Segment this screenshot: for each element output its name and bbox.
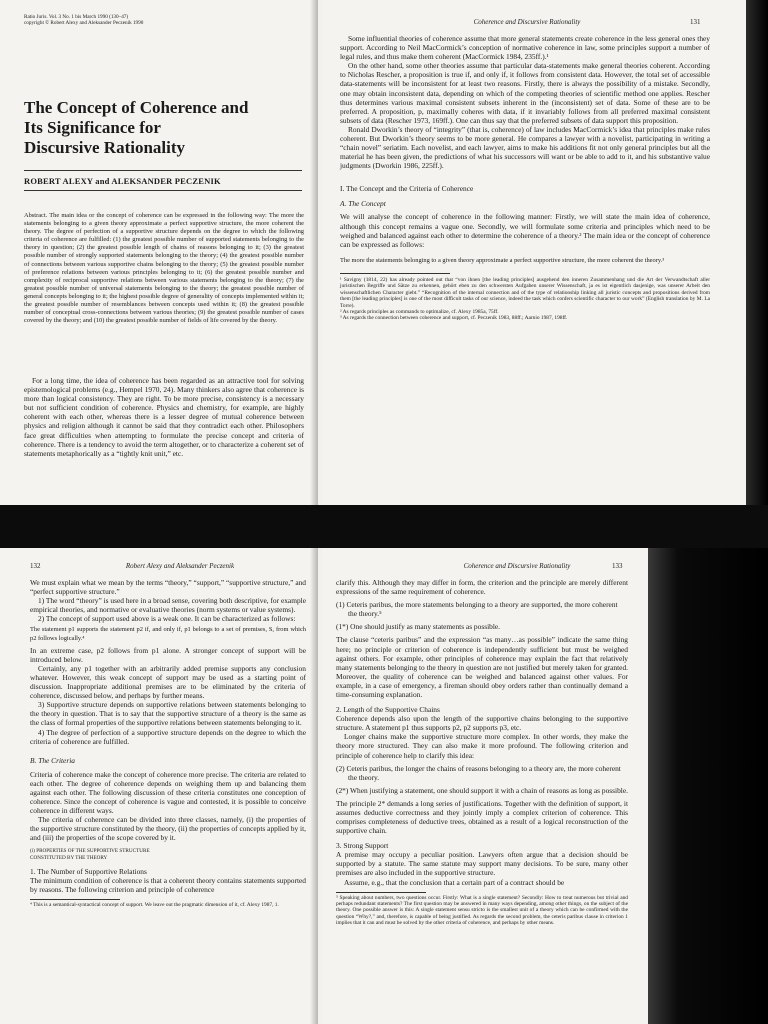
paragraph: 2) The concept of support used above is a weak one. It can be characterized as follows: — [38, 614, 296, 624]
numbered-heading: 3. Strong Support — [336, 841, 389, 851]
paragraph: 4) The degree of perfection of a supportive structure depends on the degree to which the criteria of coherence are fulfilled. — [30, 727, 306, 746]
journal-citation: Ratio Juris. Vol. 3 No. 1 bis March 1990 (130–47) copyright © Robert Alexy and Aleksander Peczenik 1990 — [24, 14, 144, 27]
subsection-heading: A. The Concept — [340, 199, 386, 209]
footnote: ³ As regards the connection between coherence and support, cf. Peczenik 1983, 88ff.; Aarnio 1987, 198ff. — [340, 315, 568, 322]
page-131 — [322, 0, 768, 505]
page-edge-shadow — [746, 0, 768, 505]
paragraph: We must explain what we mean by the terms “theory,” “support,” “supportive structure,” and “perfect supportive structure.” — [30, 578, 306, 597]
paragraph: Longer chains make the supportive structure more complex. In other words, they make the theory more structured. They can also make it more profound. The following criterion and principle of coherence help to clarify this idea: — [336, 732, 628, 760]
footnote: ² As regards principles as commands to optimalize, cf. Alexy 1985a, 75ff. — [340, 308, 499, 315]
paragraph: 3) Supportive structure depends on supportive relations between statements belonging to the theory in question. That is to say that the supportive structure of a theory is the same as the class of formal properties of the supportive relations between statements belonging to it. — [30, 700, 306, 728]
paragraph: A premise may occupy a peculiar position. Lawyers often argue that a decision should be supported by a statute. The same statute may support many decisions. To be sure, many other premises are also included in the supportive structure. — [336, 850, 628, 878]
gutter-shadow — [310, 548, 318, 1024]
principle-2: (2*) When justifying a statement, one should support it with a chain of reasons as long as possible. — [336, 785, 628, 795]
section-heading: I. The Concept and the Criteria of Coherence — [340, 184, 474, 194]
criterion-1: (1) Ceteris paribus, the more statements belonging to a theory are supported, the more coherent the theory.⁵ — [336, 600, 618, 619]
paragraph: Certainly, any p1 together with an arbitrarily added premise supports any conclusion whatever. However, this weak concept of support may be used as a starting point of discussion. Inappropriate additional premises are to be eliminated by the criteria of coherence, discussed below, and perhaps by further means. — [30, 663, 306, 701]
title-rule — [24, 170, 302, 171]
paragraph: We will analyse the concept of coherence in the following manner: Firstly, we will state the main idea of coherence, although this concept remains a vague one. Secondly, we will formulate some criteria and principles which need to be weighed and balanced against each other to determine the coherence of a theory.² The main idea or the concept of coherence can be expressed as follows: — [340, 212, 710, 249]
page-number: 133 — [612, 562, 623, 570]
paragraph: In an extreme case, p2 follows from p1 alone. A stronger concept of support will be introduced below. — [30, 645, 306, 664]
numbered-heading: 2. Length of the Supportive Chains — [336, 705, 440, 715]
paragraph: On the other hand, some other theories assume that particular data-statements make general theories coherent. According to Nicholas Rescher, a proposition is true if, and only if, it follows from consistent data. However, the total set of accessible data-statements will be inconsistent for at least two reasons. Firstly, there is always the possibility of a mistake. Secondly, one may obtain inconsistent data, depending on which of the competing theories of scientific method one applies. Rescher thus determines various maximal consistent subsets inherent in the (inconsistent) set of data. Some of these are to be preferred. A proposition, p, maximally coheres with data, if it invariably follows from all preferred maximal consistent subsets of data (Rescher 1973, 169ff.). One can thus say that the preferred subsets of data support this proposition. — [340, 61, 710, 125]
principle-1: (1*) One should justify as many statements as possible. — [336, 622, 501, 632]
paragraph: Coherence depends also upon the length of the supportive chains belonging to the supportive structure. A statement p1 thus supports p2, p2 supports p3, etc. — [336, 714, 628, 733]
paragraph: 1) The word “theory” is used here in a broad sense, covering both descriptive, for example empirical theories, and normative or evaluative theories (norm systems or value systems). — [30, 596, 306, 615]
coherence-definition: The more the statements belonging to a given theory approximate a perfect supportive structure, the more coherent the theory.³ — [340, 256, 665, 264]
page-133 — [322, 548, 768, 1024]
page-130 — [0, 0, 318, 505]
paragraph: clarify this. Although they may differ in form, the criterion and the principle are merely different expressions of the same requirement of coherence. — [336, 578, 628, 597]
paragraph: Ronald Dworkin’s theory of “integrity” (that is, coherence) of law includes MacCormick’s idea that principles make rules coherent. But Dworkin’s theory seems to be more general. He compares a lawyer with a novelist, participating in writing a “chain novel” seriatim. Each novelist, and each lawyer, aims to make his additions fit not only general principles but all the material he has been given, the predictions of what his successors will want or be able to add to it, and his substantive value judgments (Dworkin 1986, 225ff.). — [340, 124, 710, 171]
footnote: ¹ Savigny (1814, 22) has already pointed out that “von ihnen [the leading principles] ausgehend den inneren Zusammenhang und die Art der Verwandtschaft aller juristischen Begriffe und Sätze zu erkennen, gehört eben zu den schwersten Aufgaben unserer Wissenschaft, ja es ist eigentlich dasjenige, was unserer Arbeit den wissenschaftlichen Character giebt.” “Recognition of the internal connection and of the type of relationship linking all juristic concepts and propositions derived from them [the leading principles] is one of the most difficult tasks of our science, indeed the task which confers scientific character to our work” (English translation by M. La Torre). — [340, 276, 710, 309]
footnote: ⁵ Speaking about numbers, two questions occur. Firstly: What is a single statement? Secondly: How to treat numerous but trivial and perhaps redundant statements? The first question may be answered in many ways depending, among other things, on the subject of the theory. One possible answer is this: A single statement sensu stricto is the smallest unit of a theory which can be confirmed with the question “Why?,” and, therefore, is capable of being justified. As regards the second problem, the ceteris paribus clause in criterion 1 implies that it can and must be solved by the other criteria of coherence, and perhaps by other means. — [336, 894, 628, 927]
running-header: Coherence and Discursive Rationality — [473, 18, 581, 26]
page-number: 131 — [690, 18, 701, 26]
main-text — [340, 34, 710, 322]
page-edge-shadow — [648, 548, 768, 1024]
paragraph: The principle 2* demands a long series of justifications. Together with the definition of support, it assumes deductive correctness and they jointly imply a complex criterion of coherence. This comprises completeness of deductive trees, obtained as a result of a logical reconstruction of the supportive chain. — [336, 798, 628, 836]
article-authors: ROBERT ALEXY and ALEKSANDER PECZENIK — [24, 176, 221, 186]
page-number: 132 — [30, 562, 41, 570]
caps-heading: (i) PROPERTIES OF THE SUPPORTIVE STRUCTURE CONSTITUTED BY THE THEORY — [30, 848, 150, 861]
support-definition: The statement p1 supports the statement p2 if, and only if, p1 belongs to a set of premises, S, from which p2 follows logically.⁴ — [30, 626, 306, 642]
main-text — [336, 578, 628, 927]
paragraph: Some influential theories of coherence assume that more general statements create coherence in the less general ones they support. According to Neil MacCormick’s conception of normative coherence in law, some principles support a number of legal rules, and thus make them coherent (MacCormick 1984, 235ff.).¹ — [340, 34, 710, 62]
paragraph: Assume, e.g., that the conclusion that a certain part of a contract should be — [344, 877, 565, 887]
paragraph: Criteria of coherence make the concept of coherence more precise. The criteria are related to each other. The degree of coherence depends on weighing them up and balancing them against each other. The following discussion of these criteria constitutes one conception of coherence. Since the concept of coherence is vague and contested, it is possible to conceive coherence in different ways. — [30, 769, 306, 816]
subsection-heading: B. The Criteria — [30, 755, 75, 765]
criterion-2: (2) Ceteris paribus, the longer the chains of reasons belonging to a theory are, the more coherent the theory. — [336, 763, 621, 782]
authors-rule — [24, 190, 302, 191]
abstract: Abstract. The main idea or the concept of coherence can be expressed in the following way: The more the statements belonging to a given theory approximate a perfect supportive structure, the more coherent the theory. The degree of perfection of a supportive structure depends on the degree to which the following criteria of coherence are fulfilled: (1) the greatest possible number of supported statements belonging to the theory in question; (2) the greatest possible length of chains of reasons belonging to it; (3) the greatest possible number of strongly supported statements belonging to the theory; (4) the greatest possible number of connections between various supportive chains belonging to the theory; (5) the greatest possible number of preference relations between various principles belonging to it; (6) the greatest possible number and complexity of reciprocal supportive relations between various statements belonging to the theory; (7) the greatest possible number of universal statements belonging to the theory; the greatest possible number of general concepts belonging to it; the highest possible degree of generality of concepts implemented within it; the greatest possible number of resemblances between concepts used within it; (8) the greatest possible number of conceptual cross-connections between various theories; (9) the greatest possible number of cases covered by the theory; and (10) the greatest possible number of fields of life covered by the theory. — [24, 212, 304, 325]
paragraph: The clause “ceteris paribus” and the expression “as many…as possible” indicate the same thing here; no principle or criterion of coherence is independently sufficient but must be weighed against others. For example, other principles of coherence may explain the fact that relatively many statements belonging to the theory in question are not justified but merely taken for granted. Moreover, the quality of coherence can be weighed and balanced against other values. For example, in a case of emergency, a fireman should obey orders rather than continually demand a time-consuming explanation. — [336, 635, 628, 700]
paragraph: The minimum condition of coherence is that a coherent theory contains statements supported by reasons. The following criterion and principle of coherence — [30, 875, 306, 894]
gutter-shadow — [310, 0, 318, 505]
footnote: ⁴ This is a semantical-syntactical concept of support. We leave out the pragmatic dimension of it, cf. Alexy 1987, 1. — [30, 902, 279, 909]
article-title: The Concept of Coherence and Its Significance for Discursive Rationality — [24, 98, 249, 157]
main-text — [30, 578, 306, 908]
paragraph: The criteria of coherence can be divided into three classes, namely, (i) the properties of the supportive structure constituted by the theory, (ii) the properties of concepts applied by it, and (iii) the properties of the scope covered by it. — [30, 815, 306, 843]
page-132 — [0, 548, 318, 1024]
scan-background — [0, 505, 768, 548]
running-header: Coherence and Discursive Rationality — [463, 562, 571, 570]
intro-paragraph: For a long time, the idea of coherence has been regarded as an attractive tool for solving epistemological problems (e.g., Hempel 1970, 24). Many thinkers also agree that coherence is more than logical consistency. They are right. To be more precise, consistency is a necessary but not sufficient condition of coherence. Physics and chemistry, for example, are highly coherent with each other, whereas there is a lesser degree of mutual coherence between physics and religion although it cannot be said that they contradict each other. Philosophers face great difficulties when attempting to formulate the precise concept and criteria of coherence. There is a tendency to avoid the term altogether, or to characterize a coherent set of statements metaphorically as a “tightly knit unit,” etc. — [24, 376, 304, 458]
running-header: Robert Alexy and Aleksander Peczenik — [125, 562, 235, 570]
numbered-heading: 1. The Number of Supportive Relations — [30, 866, 147, 876]
